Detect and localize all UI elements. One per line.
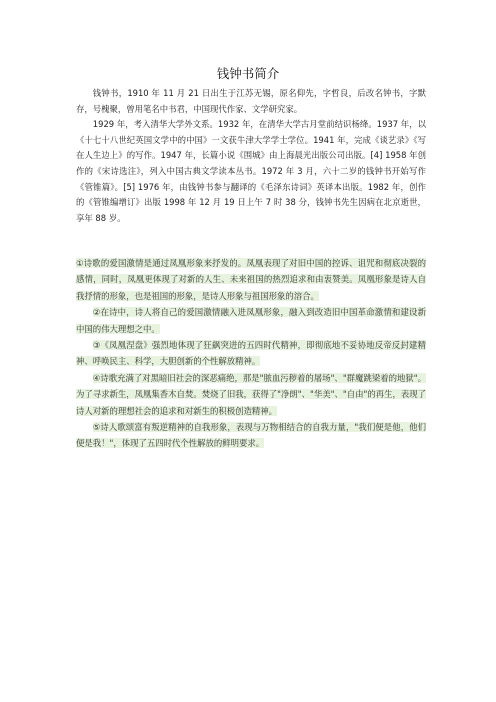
note-highlight: ③《凤凰涅盘》强烈地体现了狂飙突进的五四时代精神，即彻底地不妥协地反帝反封建精神、呼唤民主、科学，大胆创新的个性解放精神。 (76, 340, 426, 367)
note-highlight: ⑤诗人歌颂富有叛逆精神的自我形象，表现与万物相结合的自我力量，"我们便是他，他们便是我！"，体现了五四时代个性解放的鲜明要求。 (76, 422, 426, 449)
note-paragraph (76, 370, 426, 419)
note-paragraph (76, 255, 426, 304)
bio-paragraph: 钱钟书，1910 年 11 月 21 日出生于江苏无锡，原名仰先，字哲良，后改名钟书，字默存，号槐聚，曾用笔名中书君，中国现代作家、文学研究家。 (76, 88, 426, 114)
note-paragraph (76, 419, 426, 452)
document-title: 钱钟书简介 (216, 66, 280, 81)
note-highlight: ④诗歌充满了对黑暗旧社会的深恶痛绝，那是"脓血污秽着的屠场"、"群魔跳梁着的地狱"。为了寻求新生，凤凰集香木自焚。焚烧了旧我，获得了"净朗"、"华美"、"自由"的再生，表现了诗人对新的理想社会的追求和对新生的积极创造精神。 (76, 372, 426, 416)
note-paragraph (76, 304, 426, 337)
poem-notes-section (76, 255, 426, 452)
note-paragraph (76, 337, 426, 370)
biography-section (76, 86, 426, 226)
bio-paragraph: 1929 年，考入清华大学外文系。1932 年，在清华大学古月堂前结识杨绛。1937 年，以《十七十八世纪英国文学中的中国》一文获牛津大学学士学位。1941 年，完成《谈艺录》《写在人生边上》的写作。1947 年，长篇小说《围城》由上海晨光出版公司出版。[4] 1958 年创作的《宋诗选注》，列入中国古典文学读本丛书。1972 年 3 月，六十二岁的钱钟书开始写作《管锥篇》。[5] 1976 年，由钱钟书参与翻译的《毛泽东诗词》英译本出版。1982 年，创作的《管锥编增订》出版 1998 年 12 月 19 日上午 7 时 38 分，钱钟书先生因病在北京逝世，享年 88 岁。 (76, 119, 426, 223)
note-highlight: ①诗歌的爱国激情是通过凤凰形象来抒发的。凤凰表现了对旧中国的控诉、诅咒和彻底决裂的感情，同时，凤凰更体现了对新的人生、未来祖国的热烈追求和由衷赞美。凤凰形象是诗人自我抒情的形象，也是祖国的形象，是诗人形象与祖国形象的溶合。 (76, 258, 426, 301)
note-highlight: ②在诗中，诗人将自己的爱国激情融入进凤凰形象，融入到改造旧中国革命激情和建设新中国的伟大理想之中。 (76, 307, 426, 334)
